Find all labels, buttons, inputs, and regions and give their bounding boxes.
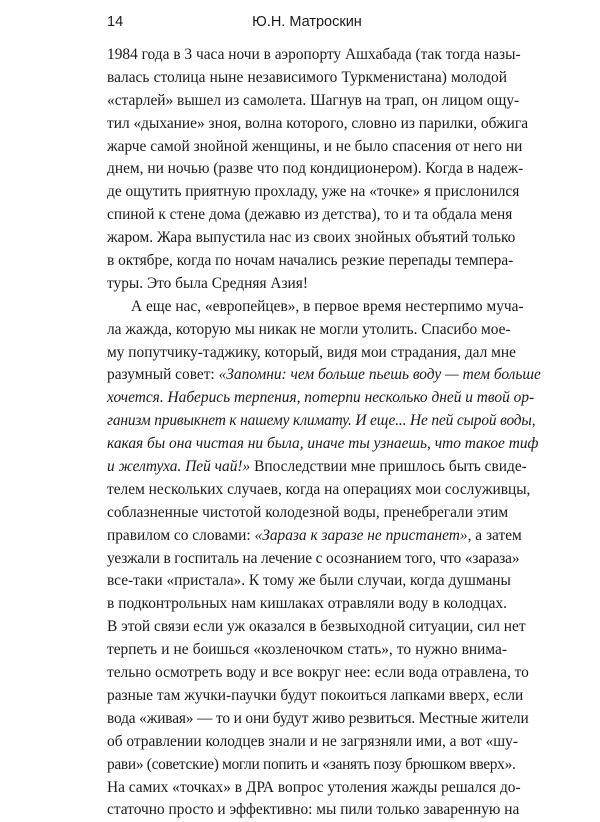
text-line: жаром. Жара выпустила нас из своих знойных объятий только [107, 229, 516, 247]
text-line: уезжали в госпиталь на лечение с осознанием того, что «зараза» [107, 549, 520, 567]
text-line: терпеть и не боишься «козленочком стать», то нужно внима- [107, 641, 507, 659]
text-line: хочется. Наберись терпения, потерпи несколько дней и твой ор- [107, 389, 535, 407]
text-line: соблазненные чистотой колодезной воды, пренебрегали этим [107, 503, 509, 521]
text-line: в октябре, когда по ночам начались резкие перепады темпера- [107, 252, 514, 270]
text-line: рави» (советские) могли попить и «занять позу брюшком вверх». [107, 755, 516, 773]
text-line: в подконтрольных нам кишлаках отравляли воду в колодцах. [107, 595, 507, 613]
text-line: правилом со словами: «Зараза к заразе не пристанет», а затем [107, 526, 522, 544]
text-line: тельно осмотреть воду и все вокруг нее: если вода отравлена, то [107, 664, 529, 682]
text-line: и желтуха. Пей чай!» Впоследствии мне пришлось быть свиде- [107, 458, 527, 476]
text-line: вода «живая» — то и они будут живо резвиться. Местные жители [107, 709, 529, 727]
page-number: 14 [107, 14, 124, 30]
text-line: «старлей» вышел из самолета. Шагнув на трап, он лицом ощу- [107, 91, 520, 109]
text-line: де ощутить приятную прохладу, уже на «точке» я прислонился [107, 183, 520, 201]
text-line: днем, ни ночью (разве что под кондиционером). Когда в надеж- [107, 160, 524, 178]
text-line: статочно просто и эффективно: мы пили только заваренную на [107, 801, 520, 819]
text-line: 1984 года в 3 часа ночи в аэропорту Ашхабада (так тогда назы- [107, 46, 521, 63]
running-head: Ю.Н. Матроскин [252, 14, 362, 30]
text-line: ла жажда, которую мы никак не могли утолить. Спасибо мое- [107, 320, 511, 338]
text-line: В этой связи если уж оказался в безвыходной ситуации, сил нет [107, 618, 526, 636]
text-line: все-таки «пристала». К тому же были случаи, когда душманы [107, 572, 511, 590]
body-text [107, 44, 541, 822]
text-line: ганизм привыкнет к нашему климату. И еще... Не пей сырой воды, [107, 412, 536, 430]
text-line: тил «дыхание» зноя, волна которого, словно из парилки, обжига [107, 114, 529, 132]
text-line: му попутчику-таджику, который, видя мои страдания, дал мне [107, 343, 516, 361]
text-line: туры. Это была Средняя Азия! [107, 274, 309, 292]
page-header [107, 12, 507, 32]
text-line: телем нескольких случаев, когда на операциях мои сослуживцы, [107, 480, 531, 498]
text-line: какая бы она чистая ни была, иначе ты узнаешь, что такое тиф [107, 435, 539, 453]
text-line: валась столица ныне независимого Туркменистана) молодой [107, 68, 507, 86]
text-line: разумный совет: «Запомни: чем больше пьешь воду — тем больше [107, 366, 541, 384]
text-line: жарче самой знойной женщины, и не было спасения от него ни [107, 137, 523, 155]
text-line: спиной к стене дома (дежавю из детства), то и та обдала меня [107, 206, 513, 224]
text-line: А еще нас, «европейцев», в первое время нестерпимо муча- [131, 297, 524, 315]
text-line: На самих «точках» в ДРА вопрос утоления жажды решался до- [107, 778, 521, 796]
text-line: об отравлении колодцев знали и не загрязняли ими, а вот «шу- [107, 732, 518, 750]
text-line: разные там жучки-паучки будут покоиться лапками вверх, если [107, 686, 524, 704]
